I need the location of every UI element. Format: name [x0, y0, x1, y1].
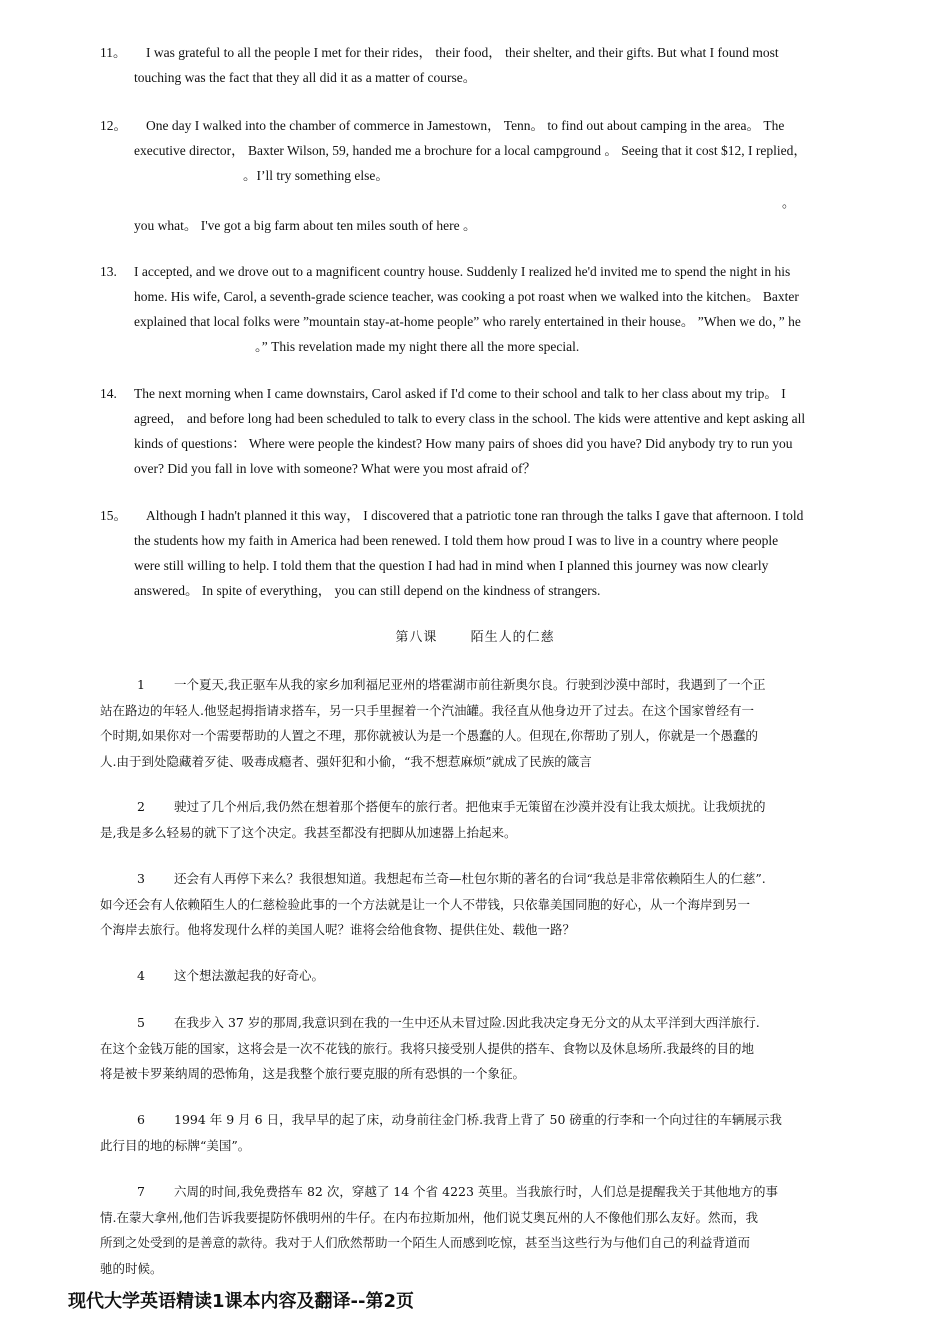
paragraph-number: 7	[137, 1184, 145, 1199]
lesson-heading	[0, 626, 950, 645]
text-line: 站在路边的年轻人.他竖起拇指请求搭车，另一只手里握着一个汽油罐。我径直从他身边开了过去。在这个国家曾经有一	[100, 702, 754, 718]
page-footer: 现代大学英语精读1课本内容及翻译--第2页	[68, 1291, 414, 1312]
text-line: 1994 年 9 月 6 日，我早早的起了床，动身前往金门桥.我背上背了 50 磅重的行李和一个向过往的车辆展示我	[174, 1112, 782, 1127]
chinese-paragraph-2	[100, 794, 848, 845]
paragraph-number: 2	[137, 799, 145, 814]
text-line: Although I hadn't planned it this way， I discovered that a patriotic tone ran through the talks I gave that afternoon. I told	[146, 508, 804, 523]
text-line: 是,我是多么轻易的就下了这个决定。我甚至都没有把脚从加速器上抬起来。	[100, 824, 517, 840]
paragraph-number: 4	[137, 968, 145, 983]
chinese-paragraph-6	[100, 1107, 848, 1158]
text-line: 将是被卡罗莱纳周的恐怖角，这是我整个旅行要克服的所有恐惧的一个象征。	[100, 1066, 526, 1081]
paragraph-number: 14.	[100, 386, 117, 401]
text-line: 人.由于到处隐藏着歹徒、吸毒成瘾者、强奸犯和小偷，“我不想惹麻烦”就成了民族的箴言	[100, 753, 592, 769]
text-line: 在我步入 37 岁的那周,我意识到在我的一生中还从未冒过险.因此我决定身无分文的从太平洋到大西洋旅行.	[174, 1015, 760, 1030]
text-line: 所到之处受到的是善意的款待。我对于人们欣然帮助一个陌生人而感到吃惊，甚至当这些行为与他们自己的利益背道而	[100, 1235, 751, 1250]
paragraph-number: 11。	[100, 45, 127, 60]
text-line: 个海岸去旅行。他将发现什么样的美国人呢？谁将会给他食物、提供住处、载他一路？	[100, 922, 576, 937]
text-line: explained that local folks were ”mountain stay-at-home people” who rarely entertained in their house。 ”When we do，” he	[134, 314, 801, 329]
english-paragraph-14	[100, 381, 860, 481]
paragraph-number: 5	[137, 1015, 145, 1030]
text-line: 个时期,如果你对一个需要帮助的人置之不理，那你就被认为是一个愚蠢的人。但现在,你帮助了别人，你就是一个愚蠢的	[100, 728, 758, 743]
paragraph-number: 1	[137, 677, 145, 692]
stray-punctuation: 。	[782, 195, 796, 210]
lesson-title: 陌生人的仁慈	[470, 630, 555, 645]
text-line: home. His wife, Carol, a seventh-grade science teacher, was cooking a pot roast when we walked into the kitchen。 Baxter	[134, 289, 799, 304]
text-line: 。” This revelation made my night there all the more special.	[255, 339, 580, 354]
text-line: executive director， Baxter Wilson, 59, handed me a brochure for a local campground 。 Seeing that it cost $12, I replied，	[134, 143, 807, 158]
text-line: 。I’ll try something else。	[243, 168, 389, 183]
text-line: 在这个金钱万能的国家，这将会是一次不花钱的旅行。我将只接受别人提供的搭车、食物以及休息场所.我最终的目的地	[100, 1040, 754, 1056]
paragraph-number: 6	[137, 1112, 145, 1127]
text-line: 六周的时间,我免费搭车 82 次，穿越了 14 个省 4223 英里。当我旅行时，人们总是提醒我关于其他地方的事	[174, 1184, 778, 1199]
text-line: touching was the fact that they all did it as a matter of course。	[134, 70, 477, 85]
text-line: answered。 In spite of everything， you can still depend on the kindness of strangers.	[134, 583, 601, 598]
text-line: over? Did you fall in love with someone? What were you most afraid of？	[134, 461, 537, 476]
text-line: 情.在蒙大拿州,他们告诉我要提防怀俄明州的牛仔。在内布拉斯加州，他们说艾奥瓦州的人不像他们那么友好。然而，我	[100, 1209, 758, 1225]
text-line: The next morning when I came downstairs, Carol asked if I'd come to their school and talk to her class about my trip。 I	[134, 386, 786, 401]
english-paragraph-13	[100, 259, 860, 359]
text-line: the students how my faith in America had been renewed. I told them how proud I was to live in a country where people	[134, 533, 779, 548]
text-line: 还会有人再停下来么？我很想知道。我想起布兰奇—杜包尔斯的著名的台词“我总是非常依赖陌生人的仁慈”.	[174, 871, 766, 886]
paragraph-number: 13.	[100, 264, 117, 279]
text-line: kinds of questions： Where were people the kindest? How many pairs of shoes did you have? Did anybody try to run you	[134, 436, 793, 451]
chinese-paragraph-4	[100, 963, 848, 989]
text-line: 此行目的地的标牌“美国”。	[100, 1137, 251, 1153]
text-line: One day I walked into the chamber of commerce in Jamestown， Tenn。 to find out about camping in the area。 The	[146, 118, 785, 133]
chinese-paragraph-5	[100, 1010, 848, 1087]
text-line: I accepted, and we drove out to a magnificent country house. Suddenly I realized he'd invited me to spend the night in his	[134, 264, 791, 279]
lesson-number: 第八课	[395, 630, 438, 645]
english-paragraph-12	[100, 113, 860, 238]
text-line: were still willing to help. I told them that the question I had had in mind when I planned this journey was now clearly	[134, 558, 769, 573]
paragraph-number: 15。	[100, 508, 127, 523]
english-paragraph-15	[100, 503, 860, 603]
text-line: 驶过了几个州后,我仍然在想着那个搭便车的旅行者。把他束手无策留在沙漠并没有让我太烦扰。让我烦扰的	[174, 799, 766, 814]
text-line: 驰的时候。	[100, 1260, 163, 1276]
english-paragraph-11	[100, 40, 860, 90]
chinese-paragraph-1	[100, 672, 848, 774]
text-line: 这个想法激起我的好奇心。	[174, 968, 325, 983]
chinese-paragraph-3	[100, 866, 848, 943]
text-line: 一个夏天,我正驱车从我的家乡加利福尼亚州的塔霍湖市前往新奥尔良。行驶到沙漠中部时，我遇到了一个正	[174, 677, 766, 692]
chinese-paragraph-7	[100, 1179, 848, 1281]
text-line: I was grateful to all the people I met for their rides， their food， their shelter, and their gifts. But what I found most	[146, 45, 779, 60]
text-line: 如今还会有人依赖陌生人的仁慈检验此事的一个方法就是让一个人不带钱，只依靠美国同胞的好心，从一个海岸到另一	[100, 896, 751, 912]
text-line	[100, 188, 860, 213]
paragraph-number: 3	[137, 871, 145, 886]
text-line: you what。 I've got a big farm about ten miles south of here 。	[134, 218, 477, 233]
text-line: agreed， and before long had been scheduled to talk to every class in the school. The kids were attentive and kept asking all	[134, 411, 806, 426]
paragraph-number: 12。	[100, 118, 127, 133]
